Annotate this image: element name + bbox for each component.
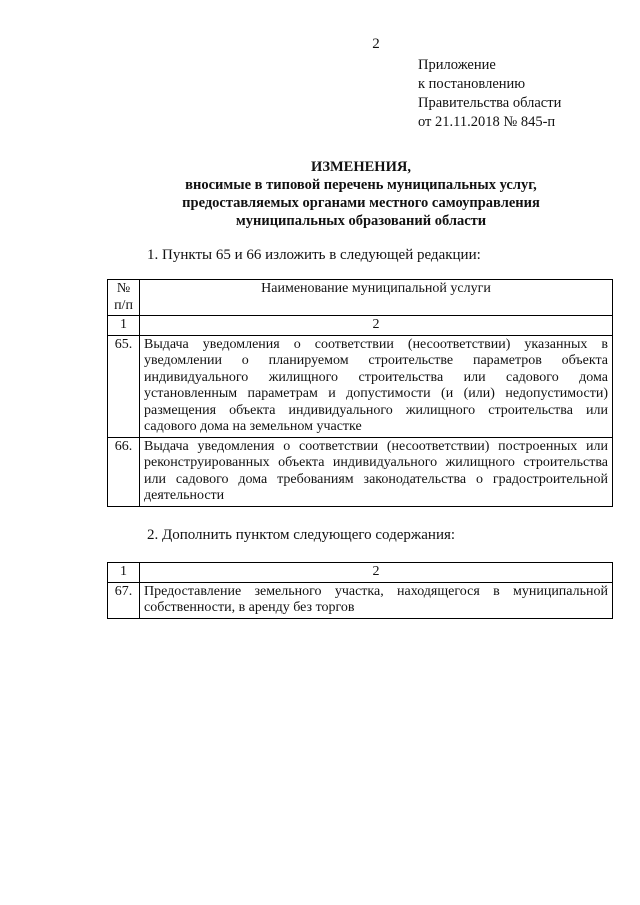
table-row xyxy=(108,335,613,437)
paragraph-2: 2. Дополнить пунктом следующего содержания: xyxy=(147,527,456,543)
appendix-note xyxy=(418,56,561,132)
table-row xyxy=(108,582,613,618)
table-header-row xyxy=(108,280,613,316)
index-cell: 2 xyxy=(140,563,613,583)
row-text: Выдача уведомления о соответствии (несоответствии) указанных в уведомлении о планируемом строительстве параметров объекта индивидуального жилищного строительства или садового дома установленным параметрам и допустимости (и (или) недопустимости) размещения объекта индивидуального жилищного строительства или садового дома на земельном участке xyxy=(140,335,613,437)
row-number: 66. xyxy=(108,437,140,506)
heading-line: муниципальных образований области xyxy=(235,213,487,229)
table-row xyxy=(108,437,613,506)
page-number: 2 xyxy=(372,36,380,52)
heading-title: ИЗМЕНЕНИЯ, xyxy=(311,159,411,175)
table-index-row xyxy=(108,563,613,583)
row-number: 65. xyxy=(108,335,140,437)
services-table-1 xyxy=(107,279,613,507)
heading-line: предоставляемых органами местного самоуправления xyxy=(182,195,540,211)
services-table-2 xyxy=(107,562,613,619)
table-index-row xyxy=(108,316,613,336)
appendix-line: к постановлению xyxy=(418,76,526,92)
header-number-cell: № п/п xyxy=(108,280,140,316)
index-cell: 2 xyxy=(140,316,613,336)
row-text: Выдача уведомления о соответствии (несоответствии) построенных или реконструированных объекта индивидуального жилищного строительства или садового дома требованиям законодательства о градостроительной деятельности xyxy=(140,437,613,506)
appendix-line: Приложение xyxy=(418,57,496,73)
index-cell: 1 xyxy=(108,563,140,583)
appendix-line: Правительства области xyxy=(418,95,562,111)
row-number: 67. xyxy=(108,582,140,618)
paragraph-1: 1. Пункты 65 и 66 изложить в следующей редакции: xyxy=(147,247,481,263)
index-cell: 1 xyxy=(108,316,140,336)
document-heading xyxy=(108,158,614,230)
header-name-cell: Наименование муниципальной услуги xyxy=(140,280,613,316)
heading-line: вносимые в типовой перечень муниципальных услуг, xyxy=(185,177,537,193)
appendix-line: от 21.11.2018 № 845-п xyxy=(418,114,556,130)
row-text: Предоставление земельного участка, находящегося в муниципальной собственности, в аренду без торгов xyxy=(140,582,613,618)
